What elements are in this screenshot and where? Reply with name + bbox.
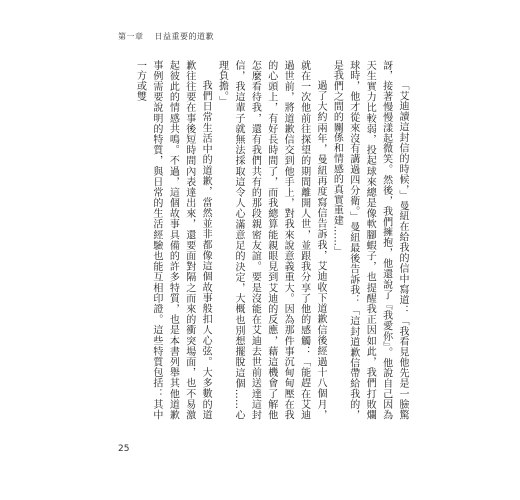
- chapter-label: 第一章: [118, 32, 144, 41]
- chapter-title: 日益重要的道歉: [154, 32, 215, 41]
- page-number: 25: [118, 444, 130, 454]
- running-header: [118, 31, 222, 42]
- paragraph: 「艾迪讀這封信的時候，」曼紐在給我的信中寫道：「我看見他先是一臉驚訝，接著慢慢漾起微笑。然後，我們擁抱，他還說了『我愛你』。他說自己因為天生實力比較弱，投起球來總是像軟腳蝦子，也提醒我正因如此，我們打敗爛球時，他才從來沒有講過四分衛。」曼紐最後告訴我：「這封道歉信帶給我的，是我們之間的關係和情感的真實重建……」: [331, 60, 408, 420]
- body-text: [122, 60, 410, 420]
- paragraph: 我們日常生活中的道歉，當然並非都像這個故事般扣人心弦。大多數的道歉往往要在事後短時間內表達出來，還要面對隔之而來的衝突場面，也不易激起彼此的情感共鳴。不過，這個故事具備的許多特質，也是本書列舉其他道歉事例需要說明的特質，與日常的生活經驗也能互相印證。這些特質包括：其中一方或雙: [134, 60, 212, 420]
- paragraph: 過了大約兩年，曼紐再度寫信告訴我，艾迪收下道歉信後經過十八個月，就在一次他前往探望的期間離開人世，並跟我分享了他的感觸：「能趕在艾迪過世前，將道歉信交到他手上，對我來說意義重大。因為那件事沉甸甸壓在我的心頭上，有好長時間了，而我總算能親眼見到艾迪的反應，藉這機會了解他怎麼看待我，還有我們共有的那段親密友誼。要是沒能在艾迪去世前送達這封信，我這輩子就無法採取這令人心滿意足的決定，大概也別想擺脫這個……心理負擔。」: [216, 60, 326, 420]
